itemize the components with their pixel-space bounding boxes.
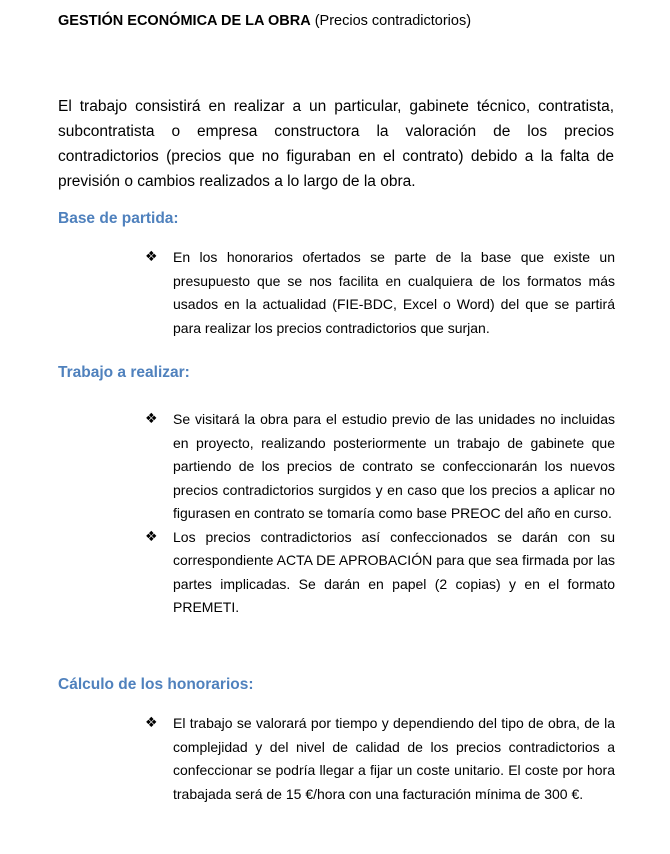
list-item-text: El trabajo se valorará por tiempo y dependiendo del tipo de obra, de la complejidad y del nivel de calidad de los precios contradictorios a confeccionar se podría llegar a fijar un coste unitario. El coste por hora trabajada será de 15 €/hora con una facturación mínima de 300 €. [173, 715, 615, 802]
heading-trabajo-a-realizar: Trabajo a realizar: [58, 364, 190, 381]
heading-base-de-partida: Base de partida: [58, 210, 179, 227]
list-item-text: En los honorarios ofertados se parte de la base que existe un presupuesto que se nos facilita en cualquiera de los formatos más usados en la actualidad (FIE-BDC, Excel o Word) del que se partirá para realizar los precios contradictorios que surjan. [173, 249, 615, 336]
bullet-icon: ❖ [145, 249, 158, 265]
title-normal: (Precios contradictorios) [310, 13, 472, 29]
list-item-text: Los precios contradictorios así confeccionados se darán con su correspondiente ACTA DE APROBACIÓN para que sea firmada por las partes implicadas. Se darán en papel (2 copias) y en el formato PREMETI. [173, 528, 615, 615]
list-item-text: Se visitará la obra para el estudio previo de las unidades no incluidas en proyecto, realizando posteriormente un trabajo de gabinete que partiendo de los precios de contrato se confeccionarán los nuevos precios contradictorios surgidos y en caso que los precios a aplicar no figurasen en contrato se tomaría como base PREOC del año en curso. [173, 411, 615, 521]
list-calculo-honorarios [145, 712, 615, 806]
list-base-de-partida [145, 246, 615, 340]
bullet-icon: ❖ [145, 715, 158, 731]
bullet-icon: ❖ [145, 411, 158, 427]
list-item [145, 408, 615, 526]
list-item [145, 246, 615, 340]
list-trabajo-a-realizar [145, 408, 615, 620]
list-item [145, 712, 615, 806]
intro-paragraph: El trabajo consistirá en realizar a un particular, gabinete técnico, contratista, subcontratista o empresa constructora la valoración de los precios contradictorios (precios que no figuraban en el contrato) debido a la falta de previsión o cambios realizados a lo largo de la obra. [58, 98, 614, 190]
heading-calculo-honorarios: Cálculo de los honorarios: [58, 676, 254, 693]
list-item [145, 526, 615, 620]
document-title [58, 13, 471, 29]
bullet-icon: ❖ [145, 528, 158, 545]
title-bold: GESTIÓN ECONÓMICA DE LA OBRA [58, 13, 311, 29]
